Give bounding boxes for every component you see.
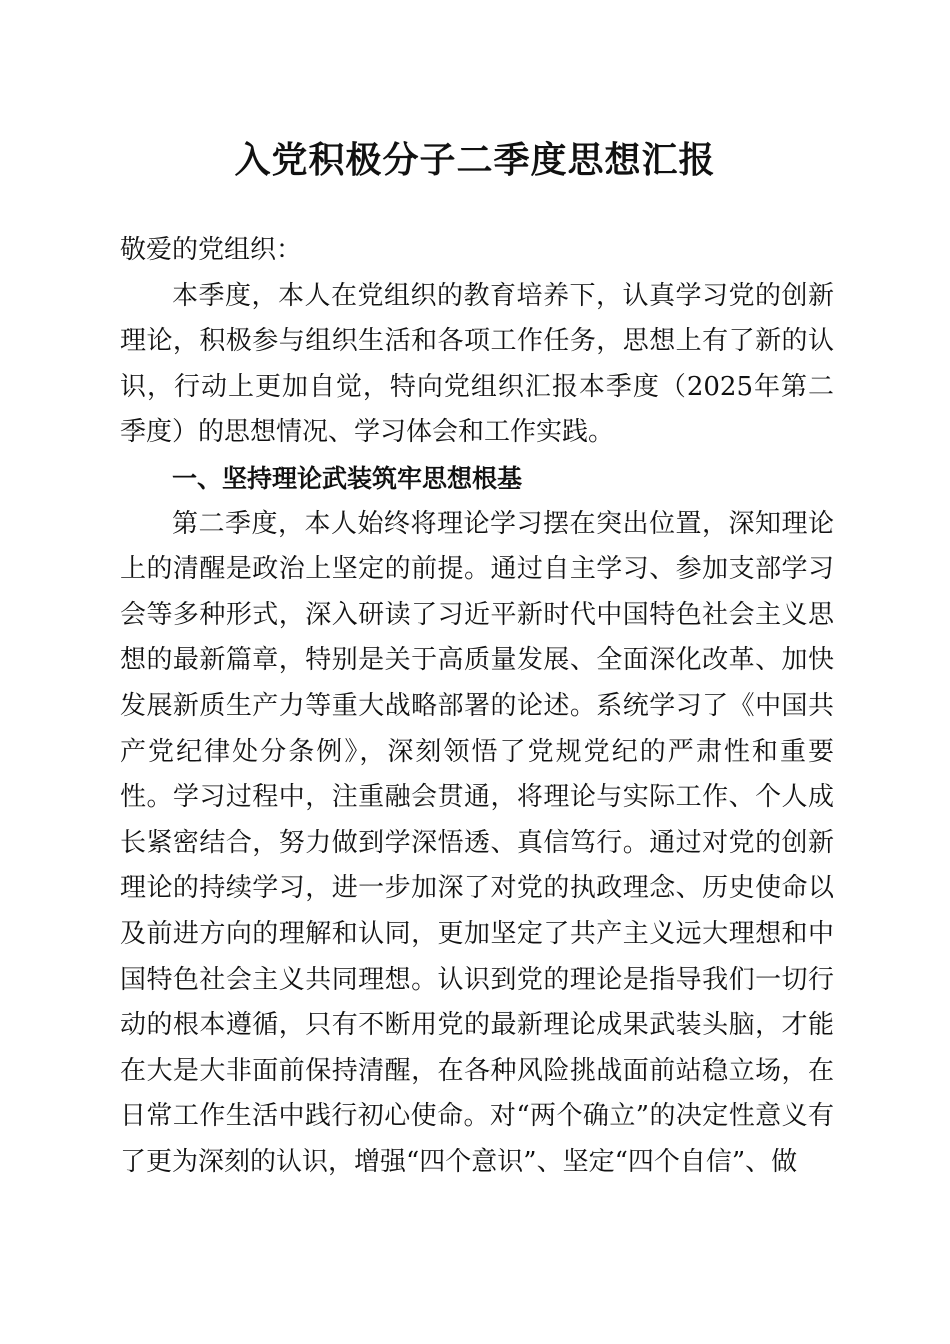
document-body bbox=[120, 228, 834, 1185]
section-heading: 一、坚持理论武装筑牢思想根基 bbox=[172, 463, 523, 493]
salutation: 敬爱的党组织： bbox=[120, 235, 303, 265]
section-paragraph: 第二季度，本人始终将理论学习摆在突出位置，深知理论上的清醒是政治上坚定的前提。通过自主学习、参加支部学习会等多种形式，深入研读了习近平新时代中国特色社会主义思想的最新篇章，特别是关于高质量发展、全面深化改革、加快发展新质生产力等重大战略部署的论述。系统学习了《中国共产党纪律处分条例》，深刻领悟了党规党纪的严肃性和重要性。学习过程中，注重融会贯通，将理论与实际工作、个人成长紧密结合，努力做到学深悟透、真信笃行。通过对党的创新理论的持续学习，进一步加深了对党的执政理念、历史使命以及前进方向的理解和认同，更加坚定了共产主义远大理想和中国特色社会主义共同理想。认识到党的理论是指导我们一切行动的根本遵循，只有不断用党的最新理论成果武装头脑，才能在大是大非面前保持清醒，在各种风险挑战面前站稳立场，在日常工作生活中践行初心使命。对“两个确立”的决定性意义有了更为深刻的认识，增强“四个意识”、坚定“四个自信”、做 bbox=[120, 508, 834, 1177]
intro-paragraph: 本季度，本人在党组织的教育培养下，认真学习党的创新理论，积极参与组织生活和各项工作任务，思想上有了新的认识，行动上更加自觉，特向党组织汇报本季度（2025年第二季度）的思想情况、学习体会和工作实践。 bbox=[120, 280, 834, 448]
document-title: 入党积极分子二季度思想汇报 bbox=[234, 139, 716, 181]
